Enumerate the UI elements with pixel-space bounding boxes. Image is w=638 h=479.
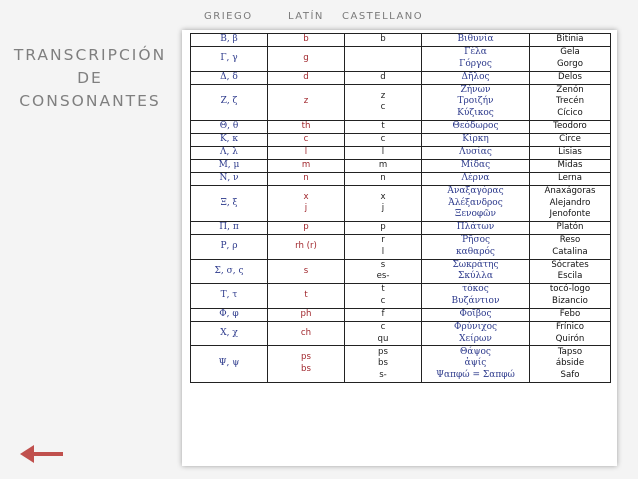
translation-cell: [530, 133, 611, 146]
greek-example-cell-line: Τροιζήν: [457, 96, 494, 107]
greek-letter-cell: Σ, σ, ς: [191, 259, 268, 284]
latin-cell-line: t: [304, 290, 308, 301]
greek-example-cell-line: Ῥῆσος: [460, 235, 491, 246]
greek-example-cell-line: Ἀναξαγόρας: [447, 185, 504, 196]
castellano-cell: [345, 221, 422, 234]
translation-cell: [530, 259, 611, 284]
castellano-cell-line: t: [381, 284, 385, 295]
latin-cell-line: ch: [300, 327, 312, 338]
latin-cell: [268, 284, 345, 309]
castellano-cell-line: m: [378, 159, 388, 170]
translation-cell-line: Alejandro: [549, 197, 591, 208]
translation-cell: [530, 71, 611, 84]
translation-cell: [530, 172, 611, 185]
latin-cell-line: j: [304, 203, 308, 214]
greek-example-cell-line: Ψαπφώ = Σαπφώ: [436, 369, 515, 380]
castellano-cell: [345, 146, 422, 159]
latin-cell-line: m: [301, 159, 311, 170]
translation-cell-line: Bizancio: [552, 295, 588, 306]
latin-cell-line: rh (r): [295, 240, 317, 251]
latin-cell: [268, 146, 345, 159]
greek-example-cell: [422, 47, 530, 72]
transcription-table: [190, 33, 611, 383]
translation-cell-line: Platón: [556, 222, 584, 233]
latin-cell-line: g: [303, 53, 309, 63]
castellano-cell-line: t: [381, 120, 385, 131]
table-row: [191, 34, 611, 47]
translation-cell-line: Catalina: [552, 246, 588, 257]
greek-example-cell: [422, 259, 530, 284]
greek-example-cell-line: Φοῖβος: [459, 308, 492, 319]
castellano-cell: [345, 234, 422, 259]
translation-cell-line: Trecén: [555, 96, 585, 107]
header-castellano: CASTELLANO: [342, 11, 424, 22]
greek-example-cell-line: Θεόδωρος: [452, 120, 499, 131]
translation-cell: [530, 84, 611, 120]
translation-cell-line: Safo: [560, 369, 580, 380]
greek-letter-cell: Τ, τ: [191, 284, 268, 309]
translation-cell: [530, 234, 611, 259]
castellano-cell: [345, 346, 422, 382]
greek-letter-cell: Λ, λ: [191, 146, 268, 159]
castellano-cell-line: j: [381, 203, 385, 214]
greek-example-cell: [422, 84, 530, 120]
greek-letter-cell: Ψ, ψ: [191, 346, 268, 382]
castellano-cell-line: es-: [376, 271, 390, 282]
table-row: [191, 185, 611, 221]
latin-cell: [268, 346, 345, 382]
greek-example-cell-line: Θάψος: [460, 346, 491, 357]
table-row: [191, 133, 611, 146]
greek-example-cell: [422, 71, 530, 84]
latin-cell: [268, 84, 345, 120]
translation-cell: [530, 185, 611, 221]
latin-cell-line: l: [304, 146, 308, 157]
latin-cell: [268, 221, 345, 234]
translation-cell-line: Quirón: [555, 333, 585, 344]
table-row: [191, 47, 611, 72]
side-title-line-2: DE: [77, 69, 103, 87]
castellano-cell-line: qu: [377, 333, 389, 344]
greek-letter-cell: Φ, φ: [191, 308, 268, 321]
castellano-cell-line: p: [380, 222, 386, 233]
latin-cell: [268, 259, 345, 284]
castellano-cell: [345, 120, 422, 133]
castellano-cell-line: bs: [378, 358, 388, 369]
greek-example-cell-line: ἁψίς: [464, 358, 487, 369]
greek-example-cell: [422, 234, 530, 259]
column-headers: [0, 11, 638, 27]
greek-example-cell: [422, 284, 530, 309]
castellano-cell: [345, 185, 422, 221]
castellano-cell: [345, 159, 422, 172]
latin-cell: [268, 47, 345, 72]
castellano-cell-line: s-: [379, 369, 387, 380]
castellano-cell: [345, 284, 422, 309]
table-row: [191, 172, 611, 185]
castellano-cell: [345, 321, 422, 346]
greek-example-cell: [422, 221, 530, 234]
translation-cell-line: Jenofonte: [549, 209, 591, 220]
translation-cell-line: Lisias: [558, 146, 582, 157]
translation-cell-line: Frínico: [555, 321, 585, 332]
table-row: [191, 284, 611, 309]
castellano-cell: [345, 84, 422, 120]
translation-cell: [530, 159, 611, 172]
greek-letter-cell: Κ, κ: [191, 133, 268, 146]
translation-cell: [530, 34, 611, 47]
greek-letter-cell: Ν, ν: [191, 172, 268, 185]
greek-example-cell: [422, 308, 530, 321]
castellano-cell: [345, 34, 422, 47]
translation-cell-line: Febo: [559, 308, 581, 319]
greek-example-cell: [422, 346, 530, 382]
translation-cell: [530, 346, 611, 382]
left-arrow-icon[interactable]: [20, 442, 64, 466]
latin-cell-line: p: [303, 222, 309, 233]
greek-example-cell-line: Γόργος: [459, 58, 492, 69]
table-row: [191, 321, 611, 346]
translation-cell-line: Delos: [557, 71, 583, 82]
header-latin: LATÍN: [288, 11, 324, 22]
greek-example-cell-line: Βυζάντιον: [451, 295, 500, 306]
table-row: [191, 221, 611, 234]
castellano-cell-line: n: [380, 172, 386, 183]
greek-example-cell-line: Λέρνα: [461, 172, 490, 183]
latin-cell: [268, 71, 345, 84]
castellano-cell: [345, 172, 422, 185]
greek-example-cell: [422, 133, 530, 146]
greek-example-cell-line: Σωκράτης: [452, 259, 499, 270]
translation-cell-line: Circe: [559, 133, 581, 144]
greek-letter-cell: Ξ, ξ: [191, 185, 268, 221]
latin-cell-line: b: [303, 34, 309, 45]
greek-example-cell: [422, 185, 530, 221]
greek-letter-cell: Γ, γ: [191, 47, 268, 72]
greek-example-cell-line: Κύζικος: [457, 107, 494, 118]
translation-cell-line: Cícico: [557, 107, 583, 118]
latin-cell: [268, 133, 345, 146]
castellano-cell: [345, 133, 422, 146]
translation-cell: [530, 146, 611, 159]
greek-example-cell: [422, 321, 530, 346]
header-griego: GRIEGO: [204, 11, 253, 22]
castellano-cell: [345, 259, 422, 284]
translation-cell: [530, 120, 611, 133]
castellano-cell-line: c: [380, 295, 386, 306]
castellano-cell-line: l: [381, 246, 385, 257]
transcription-panel: [182, 30, 617, 466]
latin-cell: [268, 321, 345, 346]
translation-cell-line: Reso: [559, 235, 581, 246]
greek-example-cell: [422, 159, 530, 172]
castellano-cell-line: z: [380, 90, 386, 101]
castellano-cell-line: c: [380, 102, 386, 113]
greek-letter-cell: Ρ, ρ: [191, 234, 268, 259]
table-row: [191, 120, 611, 133]
latin-cell-line: ph: [300, 308, 312, 319]
greek-example-cell-line: Ζήνων: [460, 84, 491, 95]
greek-example-cell: [422, 120, 530, 133]
translation-cell-line: Lerna: [557, 172, 583, 183]
table-row: [191, 146, 611, 159]
table-row: [191, 346, 611, 382]
greek-example-cell-line: Φρύνιχος: [453, 321, 498, 332]
greek-example-cell: [422, 34, 530, 47]
greek-example-cell-line: Πλάτων: [456, 222, 495, 233]
castellano-cell-line: ps: [378, 346, 388, 357]
latin-cell-line: z: [303, 96, 309, 107]
greek-example-cell-line: Ξενοφῶν: [455, 209, 496, 220]
greek-example-cell-line: Γέλα: [464, 47, 487, 58]
greek-example-cell-line: τόκος: [462, 284, 489, 295]
greek-letter-cell: Δ, δ: [191, 71, 268, 84]
latin-cell-line: th: [301, 120, 311, 131]
translation-cell: [530, 284, 611, 309]
table-row: [191, 308, 611, 321]
castellano-cell-line: c: [380, 321, 386, 332]
castellano-cell-line: f: [381, 308, 385, 319]
greek-letter-cell: Π, π: [191, 221, 268, 234]
latin-cell: [268, 159, 345, 172]
table-row: [191, 234, 611, 259]
castellano-cell-line: x: [380, 191, 386, 202]
translation-cell-line: Bitinia: [556, 34, 584, 45]
latin-cell: [268, 185, 345, 221]
greek-example-cell-line: Ἀλέξανδρος: [448, 197, 503, 208]
greek-example-cell-line: καθαρός: [456, 246, 495, 257]
latin-cell: [268, 120, 345, 133]
latin-cell: [268, 308, 345, 321]
side-title: [0, 44, 180, 113]
side-title-line-3: CONSONANTES: [19, 92, 161, 110]
side-title-line-1: TRANSCRIPCIÓN: [13, 46, 167, 64]
translation-cell-line: Gela: [560, 47, 580, 58]
greek-example-cell: [422, 146, 530, 159]
greek-letter-cell: Ζ, ζ: [191, 84, 268, 120]
greek-example-cell-line: Σκύλλα: [458, 271, 493, 282]
greek-example-cell: [422, 172, 530, 185]
greek-letter-cell: Χ, χ: [191, 321, 268, 346]
table-row: [191, 259, 611, 284]
castellano-cell-line: c: [380, 133, 386, 144]
translation-cell-line: Sócrates: [551, 259, 589, 270]
translation-cell: [530, 308, 611, 321]
greek-example-cell-line: Λυσίας: [459, 146, 492, 157]
greek-example-cell-line: Χείρων: [459, 333, 492, 344]
latin-cell: [268, 172, 345, 185]
translation-cell-line: Anaxágoras: [544, 185, 596, 196]
translation-cell-line: ábside: [555, 358, 585, 369]
table-row: [191, 159, 611, 172]
translation-cell: [530, 47, 611, 72]
latin-cell: [268, 234, 345, 259]
translation-cell-line: tocó-logo: [549, 284, 591, 295]
greek-letter-cell: Μ, μ: [191, 159, 268, 172]
greek-letter-cell: Β, β: [191, 34, 268, 47]
table-row: [191, 84, 611, 120]
castellano-cell: [345, 47, 422, 72]
translation-cell-line: Escila: [557, 271, 583, 282]
translation-cell-line: Gorgo: [556, 58, 583, 69]
translation-cell-line: Tapso: [557, 346, 583, 357]
greek-example-cell-line: Κίρκη: [462, 133, 489, 144]
castellano-cell-line: l: [381, 146, 385, 157]
translation-cell: [530, 221, 611, 234]
castellano-cell: [345, 308, 422, 321]
latin-cell: [268, 34, 345, 47]
latin-cell-line: bs: [301, 363, 311, 374]
latin-cell-line: n: [303, 172, 309, 183]
castellano-cell-line: r: [381, 235, 385, 246]
greek-example-cell-line: Δῆλος: [461, 71, 490, 82]
translation-cell: [530, 321, 611, 346]
left-arrow-head: [20, 445, 34, 463]
castellano-cell-line: b: [380, 34, 386, 45]
greek-example-cell-line: Μίδας: [460, 159, 491, 170]
translation-cell-line: Midas: [557, 159, 583, 170]
translation-cell-line: Teodoro: [553, 120, 587, 131]
greek-letter-cell: Θ, θ: [191, 120, 268, 133]
latin-cell-line: s: [303, 265, 309, 276]
latin-cell-line: ps: [301, 352, 311, 363]
castellano-cell: [345, 71, 422, 84]
latin-cell-line: d: [303, 71, 309, 82]
translation-cell-line: Zenón: [556, 84, 584, 95]
castellano-cell-line: d: [380, 71, 386, 82]
castellano-cell-line: s: [380, 259, 386, 270]
greek-example-cell-line: Βιθυνία: [457, 34, 494, 45]
latin-cell-line: x: [303, 191, 309, 202]
table-row: [191, 71, 611, 84]
latin-cell-line: c: [303, 133, 309, 144]
